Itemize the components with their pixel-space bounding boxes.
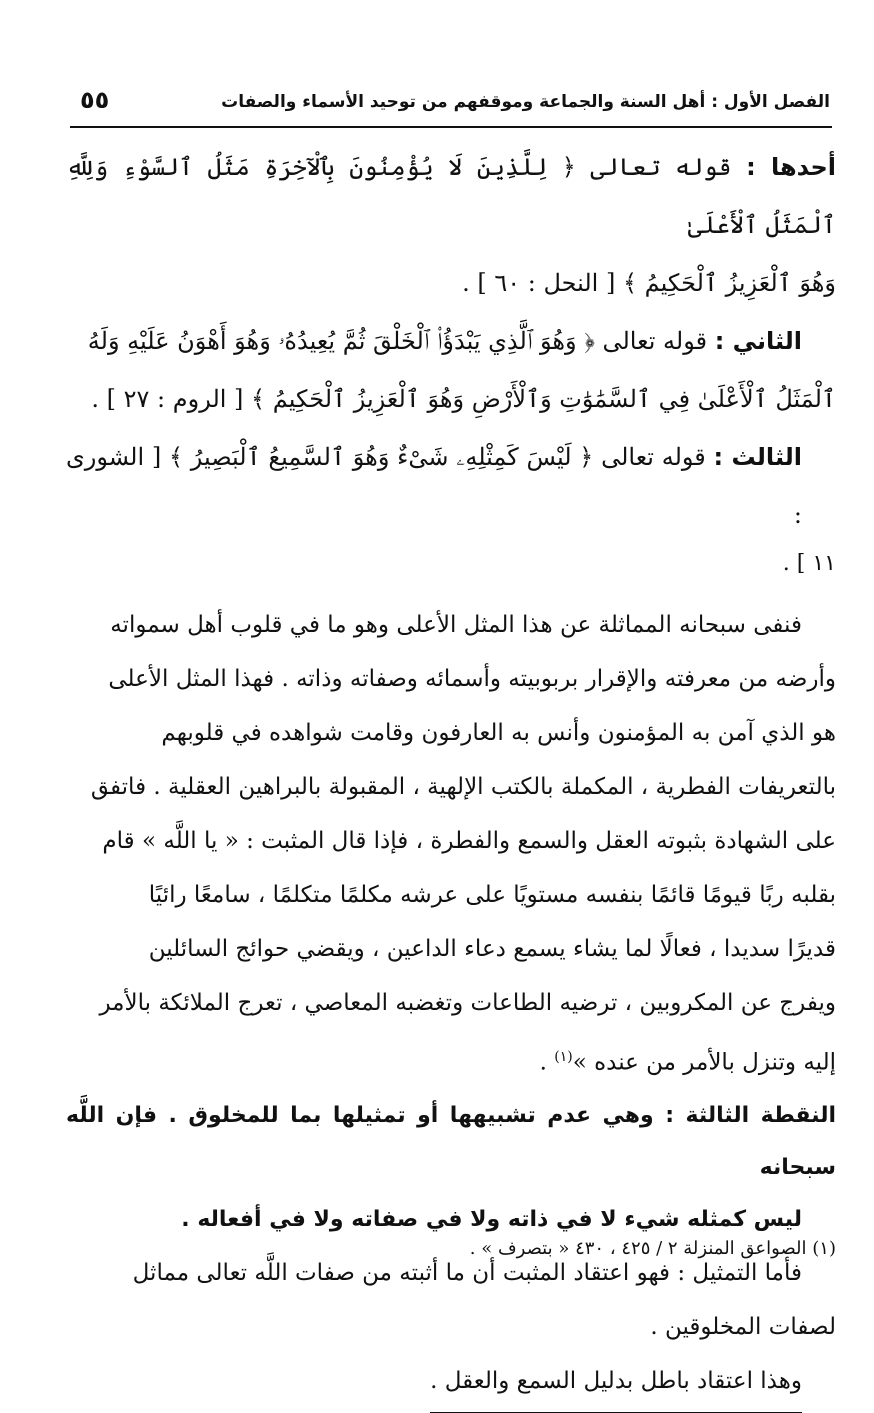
paragraph-line: فنفى سبحانه المماثلة عن هذا المثل الأعلى وهو ما في قلوب أهل سمواته: [110, 612, 802, 638]
paragraph-line: قديرًا سديدا ، فعالًا لما يشاء يسمع دعاء الداعين ، ويقضي حوائج السائلين: [148, 936, 836, 962]
page-number: ٥٥: [80, 86, 110, 114]
footnote: (١) الصواعق المنزلة ٢ / ٤٢٥ ، ٤٣٠ « بتصرف » .: [469, 1238, 836, 1259]
running-title: الفصل الأول : أهل السنة والجماعة وموقفهم من توحيد الأسماء والصفات: [221, 92, 830, 112]
verse-first-line1: [66, 138, 836, 254]
paragraph-line: ويفرج عن المكروبين ، ترضيه الطاعات وتغضبه المعاصي ، تعرج الملائكة بالأمر: [99, 990, 836, 1016]
verse-label: أحدها :: [746, 153, 836, 181]
paragraph-end: .: [539, 1049, 555, 1076]
paragraph-line: فأما التمثيل : فهو اعتقاد المثبت أن ما أثبته من صفات اللَّه تعالى مماثل: [132, 1259, 802, 1286]
paragraph-text: وهذا اعتقاد باطل بدليل السمع والعقل .: [430, 1354, 802, 1413]
paragraph-line: [66, 1354, 836, 1413]
paragraph-line: هو الذي آمن به المؤمنون وأنس به العارفون وقامت شواهده في قلوبهم: [161, 720, 836, 746]
verse-second-line1: [66, 312, 836, 370]
point-three-line: النقطة الثالثة : وهي عدم تشبيهها أو تمثيلها بما للمخلوق . فإن اللَّه سبحانه: [66, 1102, 836, 1180]
paragraph-line: بالتعريفات الفطرية ، المكملة بالكتب الإلهية ، المقبولة بالبراهين العقلية . فاتفق: [90, 774, 836, 800]
footnote-ref: (١): [554, 1049, 573, 1065]
header-divider: [70, 126, 832, 128]
verse-text: قوله تعالى ﴿ لِلَّذِينَ لَا يُؤْمِنُونَ بِٱلْآخِرَةِ مَثَلُ ٱلسَّوْءِ وَلِلَّهِ ٱلْمَثَلُ ٱلْأَعْلَىٰ: [66, 153, 836, 239]
verse-third-line1: [66, 428, 836, 544]
verse-third-line2: [66, 544, 836, 584]
verse-second-line2: [66, 370, 836, 428]
page-header: [70, 78, 830, 126]
verse-first-line2: [66, 254, 836, 312]
verse-text: ١١ ] .: [782, 551, 836, 576]
paragraph-line: وأرضه من معرفته والإقرار بربوبيته وأسمائه وصفاته وذاته . فهذا المثل الأعلى: [108, 666, 836, 692]
point-three-line: ليس كمثله شيء لا في ذاته ولا في صفاته ولا في أفعاله .: [181, 1206, 802, 1232]
paragraph-line: على الشهادة بثبوته العقل والسمع والفطرة ، فإذا قال المثبت : « يا اللَّه » قام: [102, 828, 836, 854]
verse-text: قوله تعالى ﴿ لَيْسَ كَمِثْلِهِۦ شَىْءٌ وَهُوَ ٱلسَّمِيعُ ٱلْبَصِيرُ ﴾ [ الشورى :: [66, 443, 802, 529]
spacer: [66, 584, 836, 598]
paragraph-line: بقلبه ربًا قيومًا قائمًا بنفسه مستويًا على عرشه مكلمًا متكلمًا ، سامعًا رائيًا: [148, 882, 836, 908]
verse-text: وَهُوَ ٱلْعَزِيزُ ٱلْحَكِيمُ ﴾ [ النحل : ٦٠ ] .: [462, 269, 836, 297]
main-text: [66, 138, 836, 1413]
paragraph-text: إليه وتنزل بالأمر من عنده »: [572, 1049, 836, 1076]
verse-text: قوله تعالى ﴿ وَهُوَ ٱلَّذِي يَبْدَؤُا۟ ٱلْخَلْقَ ثُمَّ يُعِيدُهُۥ وَهُوَ أَهْوَنُ عَلَيْهِ وَلَهُ: [87, 327, 708, 355]
paragraph-line: لصفات المخلوقين .: [650, 1313, 836, 1340]
verse-text: ٱلْمَثَلُ ٱلْأَعْلَىٰ فِي ٱلسَّمَٰوَٰتِ وَٱلْأَرْضِ وَهُوَ ٱلْعَزِيزُ ٱلْحَكِيمُ ﴾ [ الروم : ٢٧ ] .: [91, 385, 836, 413]
paragraph-line: [66, 1030, 836, 1090]
verse-label: الثاني :: [714, 327, 802, 355]
verse-label: الثالث :: [713, 443, 802, 471]
